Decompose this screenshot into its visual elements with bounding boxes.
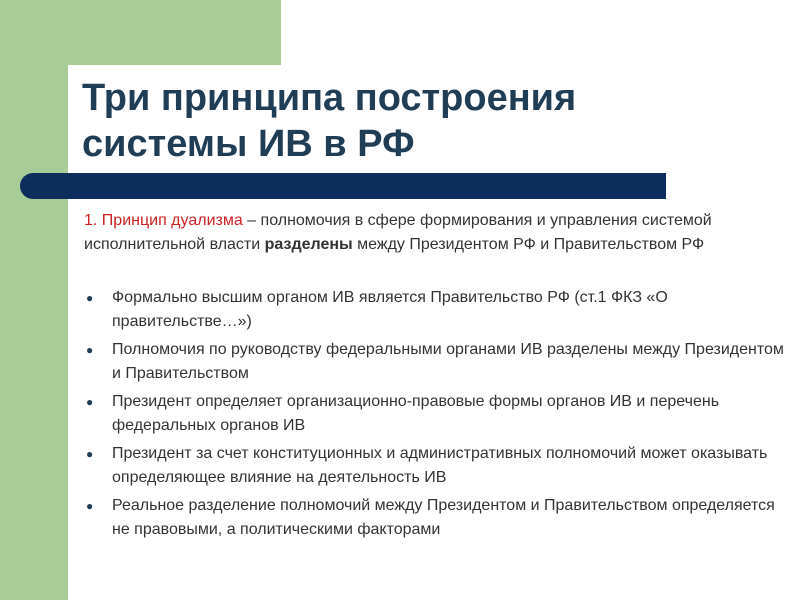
bullet-dot-icon: ● — [86, 343, 94, 357]
intro-paragraph — [84, 209, 784, 257]
title-line-1: Три принципа построения — [82, 77, 577, 119]
bullet-list — [84, 286, 784, 546]
top-green-panel — [0, 0, 281, 65]
title-divider-bar — [20, 173, 666, 199]
bullet-item — [84, 494, 784, 542]
bullet-text: Полномочия по руководству федеральными органами ИВ разделены между Президентом и Правительством — [112, 341, 784, 382]
bullet-item — [84, 286, 784, 334]
bullet-text: Президент определяет организационно-правовые формы органов ИВ и перечень федеральных органов ИВ — [112, 393, 720, 434]
intro-text-part-1: – полномочия в сфере формирования и управления системой исполнительной власти — [84, 212, 712, 253]
intro-text-part-2: между Президентом РФ и Правительством РФ — [352, 236, 705, 253]
bullet-item — [84, 338, 784, 386]
bullet-text: Формально высшим органом ИВ является Правительство РФ (ст.1 ФКЗ «О правительстве…») — [112, 289, 668, 330]
left-green-panel — [0, 0, 68, 600]
slide-title — [82, 75, 742, 167]
title-line-2: системы ИВ в РФ — [82, 123, 415, 165]
bullet-item — [84, 442, 784, 490]
bullet-text: Реальное разделение полномочий между Президентом и Правительством определяется не правовыми, а политическими факторами — [112, 497, 775, 538]
intro-bold-word: разделены — [264, 236, 353, 253]
principle-label: 1. Принцип дуализма — [84, 212, 243, 229]
bullet-dot-icon: ● — [86, 447, 94, 461]
bullet-dot-icon: ● — [86, 395, 94, 409]
bullet-dot-icon: ● — [86, 499, 94, 513]
bullet-dot-icon: ● — [86, 291, 94, 305]
bullet-text: Президент за счет конституционных и административных полномочий может оказывать определяющее влияние на деятельность ИВ — [112, 445, 768, 486]
bullet-item — [84, 390, 784, 438]
